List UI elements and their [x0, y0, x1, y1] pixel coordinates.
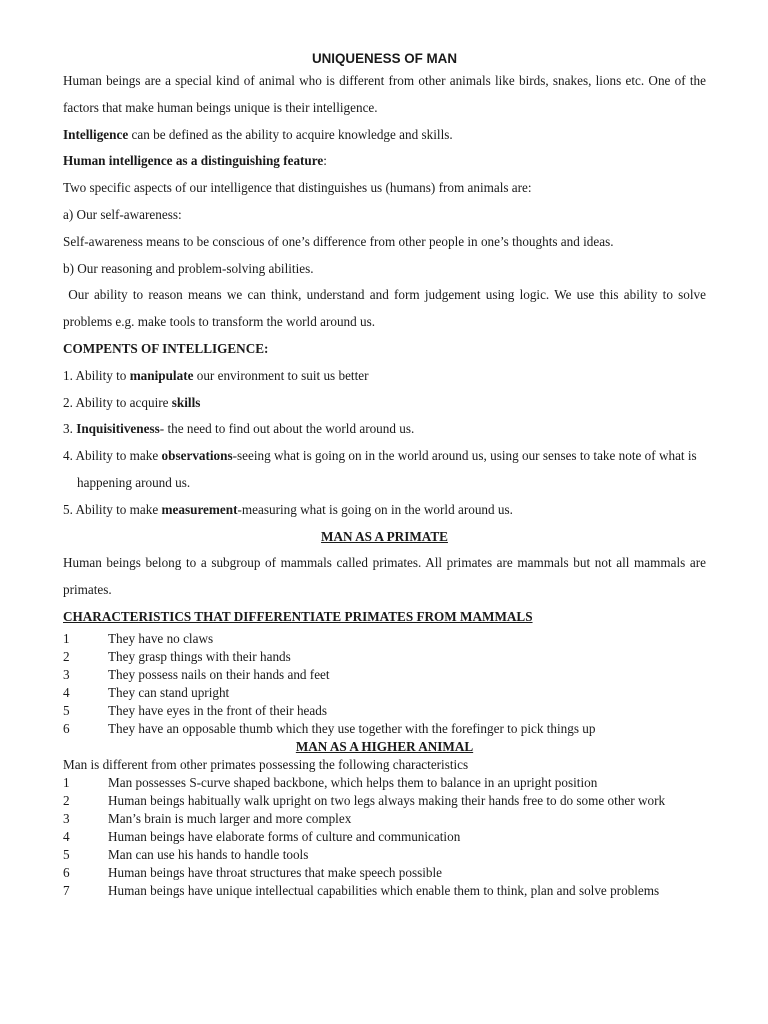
- component-item: [63, 497, 706, 524]
- list-item: [63, 792, 706, 810]
- component-item: [63, 363, 706, 390]
- list-item: [63, 882, 706, 900]
- component-keyword: observations: [161, 448, 233, 464]
- intelligence-definition: [63, 122, 706, 149]
- higher-animal-intro: Man is different from other primates possessing the following characteristics: [63, 756, 469, 772]
- components-list: [63, 363, 706, 524]
- list-item: [63, 648, 706, 666]
- list-number: 5: [63, 702, 70, 718]
- list-number: 1: [63, 774, 70, 790]
- higher-animal-list: [63, 774, 706, 900]
- component-item: [63, 416, 706, 443]
- document-title: UNIQUENESS OF MAN: [311, 51, 458, 66]
- list-item: [63, 846, 706, 864]
- feature-heading-bold: Human intelligence as a distinguishing feature: [63, 153, 324, 169]
- component-suffix: our environment to suit us better: [193, 367, 369, 383]
- component-prefix: 4. Ability to make: [63, 448, 162, 464]
- components-heading-text: COMPENTS OF INTELLIGENCE:: [63, 340, 269, 356]
- list-text: They can stand upright: [108, 684, 230, 700]
- list-item: [63, 702, 706, 720]
- component-keyword: skills: [171, 394, 201, 410]
- component-suffix: -seeing what is going on in the world around us, using our senses to take note of what is happening around us.: [77, 448, 697, 490]
- feature-heading-colon: :: [323, 153, 327, 169]
- component-prefix: 5. Ability to make: [63, 501, 162, 517]
- component-keyword: Inquisitiveness: [76, 421, 160, 437]
- list-number: 5: [63, 846, 70, 862]
- aspect-a-label: a) Our self-awareness:: [63, 206, 182, 222]
- list-text: Human beings habitually walk upright on two legs always making their hands free to do some other work: [108, 792, 666, 808]
- aspect-b-label: b) Our reasoning and problem-solving abilities.: [63, 260, 314, 276]
- list-number: 7: [63, 882, 70, 898]
- component-prefix: 1. Ability to: [63, 367, 130, 383]
- document-page: [63, 50, 706, 900]
- characteristics-list: [63, 630, 706, 738]
- list-number: 2: [63, 792, 70, 808]
- component-item: [63, 390, 706, 417]
- intro-paragraph: Human beings are a special kind of animal who is different from other animals like birds, snakes, lions etc. One of the factors that make human beings unique is their intelligence.: [63, 73, 706, 115]
- primate-heading: MAN AS A PRIMATE: [321, 528, 448, 544]
- list-text: Man possesses S-curve shaped backbone, which helps them to balance in an upright position: [108, 774, 598, 790]
- list-number: 3: [63, 810, 70, 826]
- list-text: Man can use his hands to handle tools: [108, 846, 309, 862]
- intelligence-term: Intelligence: [63, 126, 129, 142]
- component-item: [63, 443, 706, 497]
- list-number: 6: [63, 864, 70, 880]
- aspect-b-text: Our ability to reason means we can think, understand and form judgement using logic. We use this ability to solve problems e.g. make tools to transform the world around us.: [63, 287, 706, 330]
- two-aspects-text: Two specific aspects of our intelligence that distinguishes us (humans) from animals are:: [63, 180, 532, 196]
- list-text: Human beings have elaborate forms of culture and communication: [108, 828, 461, 844]
- component-suffix: -measuring what is going on in the world around us.: [237, 501, 513, 517]
- component-keyword: manipulate: [129, 367, 194, 383]
- component-suffix: - the need to find out about the world around us.: [159, 421, 415, 437]
- higher-animal-heading: MAN AS A HIGHER ANIMAL: [295, 738, 474, 754]
- list-number: 2: [63, 648, 70, 664]
- list-number: 3: [63, 666, 70, 682]
- characteristics-heading: CHARACTERISTICS THAT DIFFERENTIATE PRIMATES FROM MAMMALS: [63, 608, 533, 624]
- list-text: They have eyes in the front of their heads: [108, 702, 327, 718]
- list-text: They grasp things with their hands: [108, 648, 291, 664]
- component-prefix: 3.: [63, 421, 77, 437]
- list-item: [63, 828, 706, 846]
- list-number: 1: [63, 630, 70, 646]
- list-text: Man’s brain is much larger and more complex: [108, 810, 352, 826]
- list-item: [63, 666, 706, 684]
- list-text: Human beings have unique intellectual capabilities which enable them to think, plan and solve problems: [108, 882, 660, 898]
- list-item: [63, 684, 706, 702]
- list-item: [63, 630, 706, 648]
- list-number: 4: [63, 684, 70, 700]
- components-heading: [63, 336, 706, 363]
- list-text: Human beings have throat structures that make speech possible: [108, 864, 442, 880]
- primate-text: Human beings belong to a subgroup of mammals called primates. All primates are mammals but not all mammals are primates.: [63, 555, 706, 598]
- list-number: 4: [63, 828, 70, 844]
- list-number: 6: [63, 720, 70, 736]
- component-keyword: measurement: [161, 501, 238, 517]
- list-text: They possess nails on their hands and feet: [108, 666, 330, 682]
- list-text: They have no claws: [108, 630, 214, 646]
- list-text: They have an opposable thumb which they use together with the forefinger to pick things up: [108, 720, 596, 736]
- list-item: [63, 720, 706, 738]
- list-item: [63, 774, 706, 792]
- aspect-a-text: Self-awareness means to be conscious of one’s difference from other people in one’s thoughts and ideas.: [63, 233, 614, 249]
- component-prefix: 2. Ability to acquire: [63, 394, 172, 410]
- feature-heading: [63, 148, 706, 175]
- intelligence-definition-text: can be defined as the ability to acquire knowledge and skills.: [128, 126, 453, 142]
- list-item: [63, 864, 706, 882]
- list-item: [63, 810, 706, 828]
